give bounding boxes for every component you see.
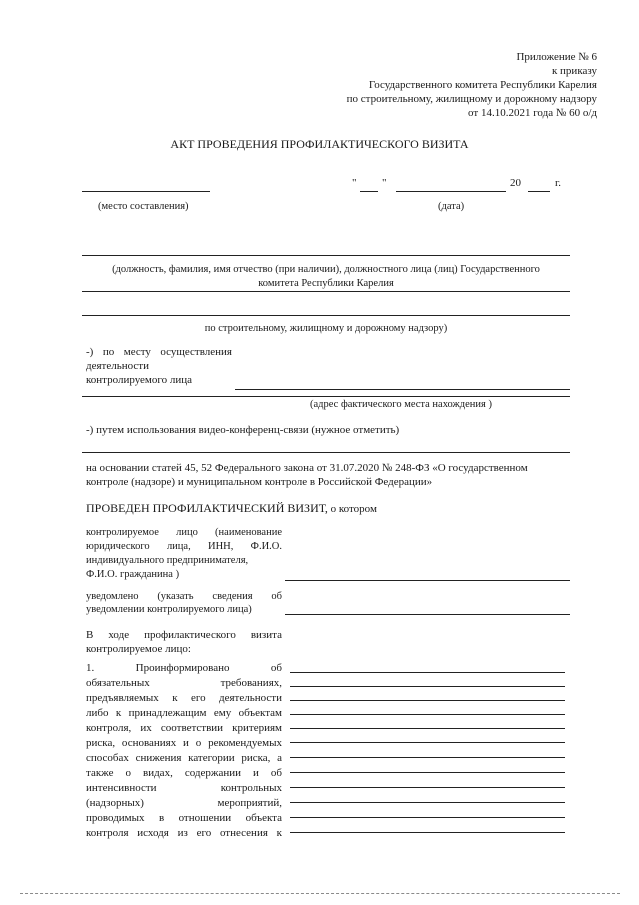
item1-answer-line (290, 686, 565, 687)
controlled-person-line-1: контролируемое лицо (наименование (86, 527, 282, 538)
address-line-1 (235, 389, 570, 390)
controlled-person-field (285, 580, 570, 581)
item1-line: риска, основаниях и о рекомендуемых (86, 737, 282, 749)
place-line (82, 191, 210, 192)
address-caption: (адрес фактического места нахождения ) (310, 399, 492, 410)
item1-answer-line (290, 817, 565, 818)
appendix-line-5: от 14.10.2021 года № 60 о/д (468, 107, 597, 119)
address-line-2 (82, 396, 570, 397)
place-caption: (место составления) (98, 201, 189, 212)
appendix-line-4: по строительному, жилищному и дорожному надзору (346, 93, 597, 105)
official-line-3 (82, 315, 570, 316)
item1-line: предъявляемых к его деятельности (86, 692, 282, 704)
visit-heading-suffix: о котором (327, 503, 377, 515)
item1-answer-line (290, 832, 565, 833)
item1-answer-line (290, 700, 565, 701)
official-line (82, 255, 570, 256)
location-option-line-1: -) по месту осуществления (86, 346, 232, 358)
item1-answer-line (290, 672, 565, 673)
item1-line: либо к принадлежащим ему объектам (86, 707, 282, 719)
document-title: АКТ ПРОВЕДЕНИЯ ПРОФИЛАКТИЧЕСКОГО ВИЗИТА (170, 137, 469, 151)
controlled-person-line-4: Ф.И.О. гражданина ) (86, 569, 180, 580)
year-suffix: г. (555, 177, 562, 189)
item1-line: (надзорных) мероприятий, (86, 797, 282, 809)
location-option-line-2: деятельности (86, 360, 149, 372)
year-line (528, 191, 550, 192)
item1-line: интенсивности контрольных (86, 782, 282, 794)
date-quote-open: " (352, 177, 357, 189)
controlled-person-line-2: юридического лица, ИНН, Ф.И.О. (86, 541, 282, 552)
official-line-2 (82, 291, 570, 292)
official-caption-1: (должность, фамилия, имя отчество (при наличии), должностного лица (лиц) Государственного (112, 264, 540, 275)
item1-answer-line (290, 772, 565, 773)
notification-field (285, 614, 570, 615)
notification-line-1: уведомлено (указать сведения об (86, 591, 282, 602)
video-option: -) путем использования видео-конференц-связи (нужное отметить) (86, 424, 400, 436)
appendix-line-3: Государственного комитета Республики Карелия (368, 79, 597, 91)
visit-heading (86, 499, 377, 517)
item1-line: обязательных требованиях, (86, 677, 282, 689)
month-line (396, 191, 506, 192)
item1-line: 1. Проинформировано об (86, 662, 282, 674)
item1-answer-line (290, 757, 565, 758)
item1-answer-line (290, 787, 565, 788)
basis-line-2: контроле (надзоре) и муниципальном контроле в Российской Федерации» (86, 476, 433, 488)
page-bottom-edge (20, 893, 620, 894)
item1-line: способах снижения категории риска, а (86, 752, 282, 764)
date-caption: (дата) (438, 201, 465, 212)
item1-answer-line (290, 728, 565, 729)
notification-line-2: уведомлении контролируемого лица) (86, 604, 252, 615)
day-line (360, 191, 378, 192)
item1-answer-line (290, 742, 565, 743)
item1-line: контроля, их соответствии критериям (86, 722, 282, 734)
official-caption-3: по строительному, жилищному и дорожному надзору) (204, 323, 448, 334)
item1-line: проводимых в отношении объекта (86, 812, 282, 824)
appendix-line-2: к приказу (551, 65, 597, 77)
item1-answer-line (290, 714, 565, 715)
item1-line: также о видах, содержании и об (86, 767, 282, 779)
location-option-line-3: контролируемого лица (86, 374, 193, 386)
visit-heading-main: ПРОВЕДЕН ПРОФИЛАКТИЧЕСКИЙ ВИЗИТ, (86, 501, 328, 515)
item1-answer-line (290, 802, 565, 803)
basis-line (82, 452, 570, 453)
basis-line-1: на основании статей 45, 52 Федерального закона от 31.07.2020 № 248-ФЗ «О государственном (86, 462, 528, 474)
official-caption-2: комитета Республики Карелия (258, 278, 394, 289)
during-visit-line-1: В ходе профилактического визита (86, 629, 282, 641)
appendix-line-1: Приложение № 6 (516, 51, 597, 63)
during-visit-line-2: контролируемое лицо: (86, 643, 191, 655)
date-quote-close: " (382, 177, 387, 189)
item1-line: контроля исходя из его отнесения к (86, 827, 282, 839)
year-prefix: 20 (510, 177, 521, 189)
controlled-person-line-3: индивидуального предпринимателя, (86, 555, 249, 566)
